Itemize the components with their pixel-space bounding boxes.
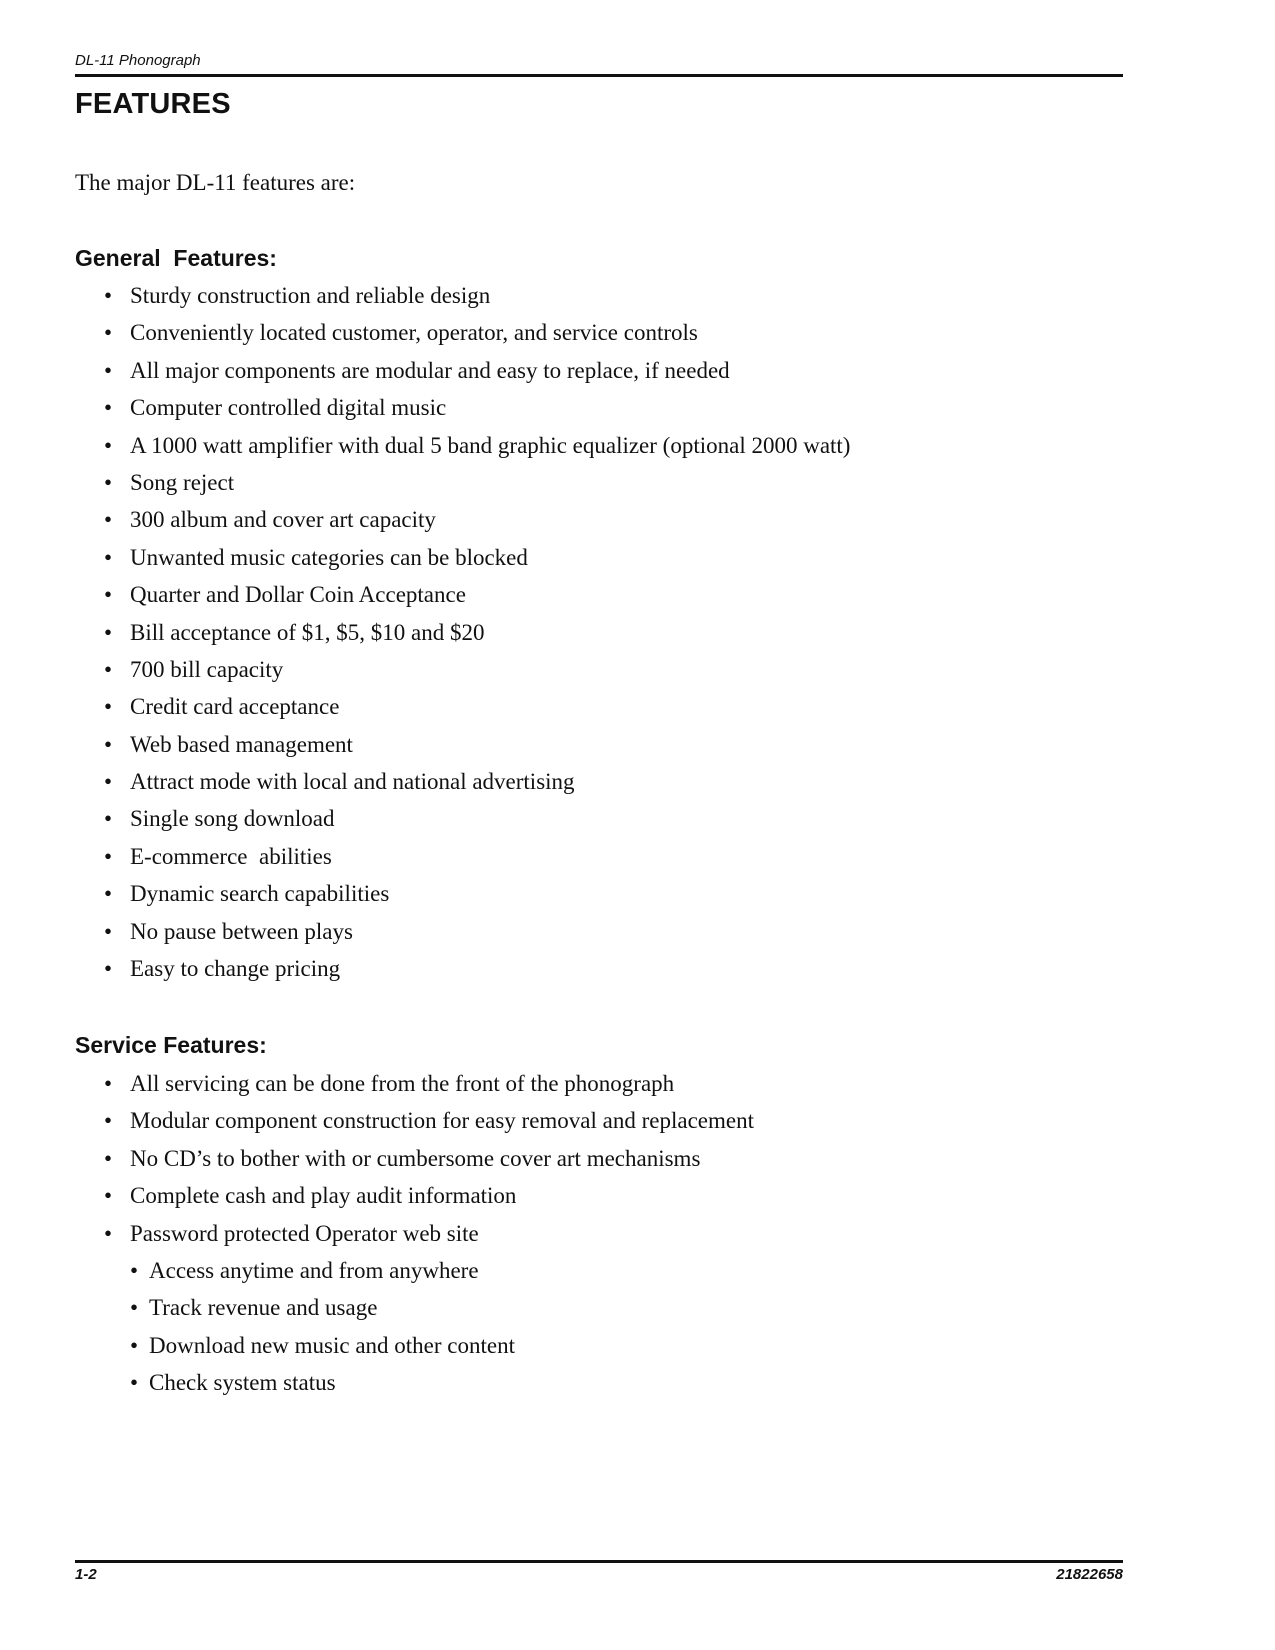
list-item: • All major components are modular and easy to replace, if needed [104, 356, 850, 393]
list-item: • Credit card acceptance [104, 692, 850, 729]
list-item: • Quarter and Dollar Coin Acceptance [104, 580, 850, 617]
general-features-heading: General Features: [75, 245, 277, 271]
service-features-heading: Service Features: [75, 1032, 267, 1058]
list-item: • Complete cash and play audit information [104, 1181, 754, 1218]
list-item: • Bill acceptance of $1, $5, $10 and $20 [104, 618, 850, 655]
list-item: • Single song download [104, 804, 850, 841]
footer-rule [75, 1560, 1123, 1563]
document-number: 21822658 [1056, 1566, 1123, 1583]
list-item: • No CD’s to bother with or cumbersome cover art mechanisms [104, 1144, 754, 1181]
list-item: • A 1000 watt amplifier with dual 5 band graphic equalizer (optional 2000 watt) [104, 431, 850, 468]
general-features-list [104, 281, 850, 991]
list-item: • No pause between plays [104, 917, 850, 954]
list-item: • Attract mode with local and national advertising [104, 767, 850, 804]
list-item: • Conveniently located customer, operator, and service controls [104, 318, 850, 355]
header-rule [75, 74, 1123, 77]
page-title: FEATURES [75, 88, 231, 120]
list-item: • Dynamic search capabilities [104, 879, 850, 916]
list-item: • Sturdy construction and reliable design [104, 281, 850, 318]
list-item: • 700 bill capacity [104, 655, 850, 692]
list-item: • Password protected Operator web site [104, 1219, 754, 1256]
sub-list-item: • Track revenue and usage [130, 1293, 515, 1330]
sub-list-item: • Check system status [130, 1368, 515, 1405]
list-item: • Unwanted music categories can be blocked [104, 543, 850, 580]
list-item: • Song reject [104, 468, 850, 505]
list-item: • Easy to change pricing [104, 954, 850, 991]
sub-list-item: • Download new music and other content [130, 1331, 515, 1368]
list-item: • Computer controlled digital music [104, 393, 850, 430]
intro-text: The major DL-11 features are: [75, 170, 356, 195]
running-header-title: DL-11 Phonograph [75, 52, 201, 69]
service-features-list [104, 1069, 754, 1256]
list-item: • 300 album and cover art capacity [104, 505, 850, 542]
list-item: • Web based management [104, 730, 850, 767]
list-item: • E-commerce abilities [104, 842, 850, 879]
page-number: 1-2 [75, 1566, 97, 1583]
list-item: • All servicing can be done from the front of the phonograph [104, 1069, 754, 1106]
operator-web-site-sublist [130, 1256, 515, 1406]
list-item: • Modular component construction for easy removal and replacement [104, 1106, 754, 1143]
sub-list-item: • Access anytime and from anywhere [130, 1256, 515, 1293]
